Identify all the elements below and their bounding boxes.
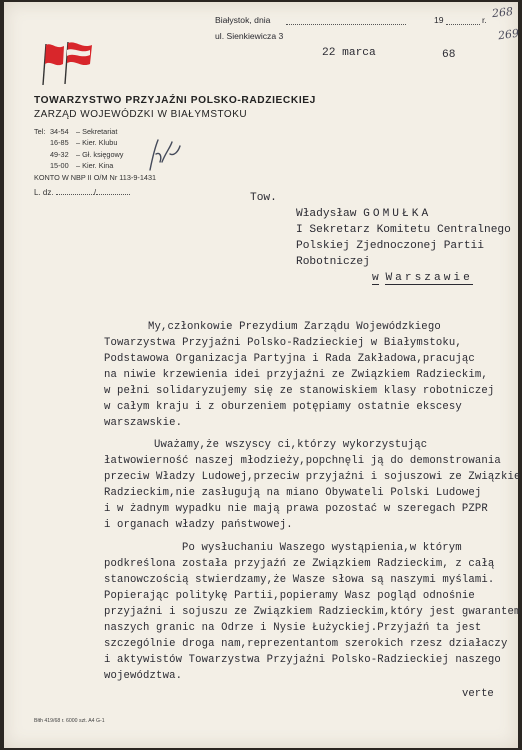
typed-date-day: 22 marca: [322, 47, 376, 59]
body-line: Popierając politykę Partii,popieramy Wasz pogląd odnośnie: [104, 590, 475, 602]
print-info: Błth 419/68 r. 6000 szt. A4 G-1: [34, 718, 105, 724]
phone-row: [34, 126, 123, 137]
phone-row: [34, 137, 123, 148]
phone-label: – Sekretariat: [76, 127, 118, 136]
corner-number-1: 268: [491, 4, 514, 21]
body-line: w pełni solidaryzujemy się ze stanowiskiem klasy robotniczej: [104, 385, 495, 397]
body-line: i w żadnym wypadku nie mają prawa pozostać w szeregach PZPR: [104, 503, 488, 515]
body-line: przeciw Władzy Ludowej,przeciw przyjaźni i sojuszowi ze Związkie: [104, 471, 521, 483]
phone-label: – Kier. Kina: [76, 161, 114, 171]
phone-row: [34, 160, 123, 171]
body-line: województwa.: [104, 670, 183, 682]
body-line: i aktywistów Towarzystwa Przyjaźni Polsko-Radzieckiej naszego: [104, 654, 501, 666]
body-line: podkreślona została przyjaźń ze Związkiem Radzieckim, z całą: [104, 558, 495, 570]
recipient-first-name: Władysław: [296, 208, 357, 220]
body-line: My,członkowie Prezydium Zarządu Wojewódzkiego: [148, 321, 441, 333]
recipient-city: Warszawie: [385, 272, 473, 284]
body-line: Radzieckim,nie zasługują na miano Obywateli Polski Ludowej: [104, 487, 482, 499]
letter-page: [4, 2, 521, 748]
r-label: r.: [482, 15, 487, 25]
ldz-label: L. dz.: [34, 188, 54, 197]
body-line: szczególnie droga nam,reprezentantom szerokich rzesz działaczy: [104, 638, 508, 650]
org-name: TOWARZYSTWO PRZYJAŹNI POLSKO-RADZIECKIEJ: [34, 95, 316, 106]
address: ul. Sienkiewicza 3: [215, 31, 284, 41]
body-line: Towarzystwa Przyjaźni Polsko-Radzieckiej w Białymstoku,: [104, 337, 462, 349]
body-line: przyjaźni i sojuszu ze Związkiem Radzieckim,który jest gwarantem: [104, 606, 521, 618]
recipient-line3: Polskiej Zjednoczonej Partii: [296, 240, 484, 252]
year-prefix: 19: [434, 15, 444, 25]
phone-row: [34, 149, 123, 160]
typed-date-year: 68: [442, 49, 456, 61]
phone-prefix: Tel:: [34, 127, 46, 136]
body-line: łatwowierność naszej młodzieży,popchnęli ją do demonstrowania: [104, 455, 501, 467]
recipient-line4: Robotniczej: [296, 256, 370, 268]
city-w: w: [372, 272, 379, 284]
body-line: warszawskie.: [104, 417, 183, 429]
phone-list: [34, 126, 123, 172]
org-subtitle: ZARZĄD WOJEWÓDZKI W BIAŁYMSTOKU: [34, 109, 248, 120]
body-line: Uważamy,że wszyscy ci,którzy wykorzystując: [154, 439, 428, 451]
date-dotted-line: [286, 24, 406, 25]
body-line: Po wysłuchaniu Waszego wystąpienia,w którym: [182, 542, 462, 554]
body-line: stanowczością stwierdzamy,że Wasze słowa są naszymi myślami.: [104, 574, 495, 586]
flags-logo-icon: [34, 40, 98, 86]
phone-label: – Gł. księgowy: [76, 149, 124, 159]
phone-number: 34-54: [50, 127, 69, 136]
body-line: i organach władzy państwowej.: [104, 519, 293, 531]
recipient-salutation: Tow.: [250, 192, 277, 204]
body-line: naszych granic na Odrze i Nysie Łużyckiej.Przyjaźń ta jest: [104, 622, 482, 634]
recipient-name-line: [296, 208, 431, 220]
body-line: Podstawowa Organizacja Partyjna i Rada Zakładowa,pracując: [104, 353, 475, 365]
recipient-city-line: [372, 272, 473, 284]
body-line: na niwie krzewienia idei przyjaźni ze Związkiem Radzieckim,: [104, 369, 488, 381]
verte-label: verte: [462, 688, 494, 700]
ldz-dots-2: [96, 186, 130, 195]
phone-number: 49-32: [50, 149, 69, 159]
body-line: w całym kraju i z oburzeniem potępiamy ostatnie ekscesy: [104, 401, 462, 413]
reference-number-field: L. dz. /: [34, 186, 130, 197]
phone-number: 16-85: [50, 138, 69, 148]
phone-number: 15-00: [50, 161, 69, 171]
phone-label: – Kier. Klubu: [76, 138, 118, 148]
handwritten-initials-icon: [144, 132, 186, 176]
corner-number-2: 269: [497, 26, 520, 43]
ldz-dots-1: [56, 186, 94, 195]
year-dotted-line: [446, 24, 480, 25]
recipient-last-name: GOMUŁKA: [363, 208, 432, 220]
bank-account: KONTO W NBP II O/M Nr 113-9-1431: [34, 173, 157, 182]
city-date-label: Białystok, dnia: [215, 15, 271, 25]
recipient-line2: I Sekretarz Komitetu Centralnego: [296, 224, 511, 236]
